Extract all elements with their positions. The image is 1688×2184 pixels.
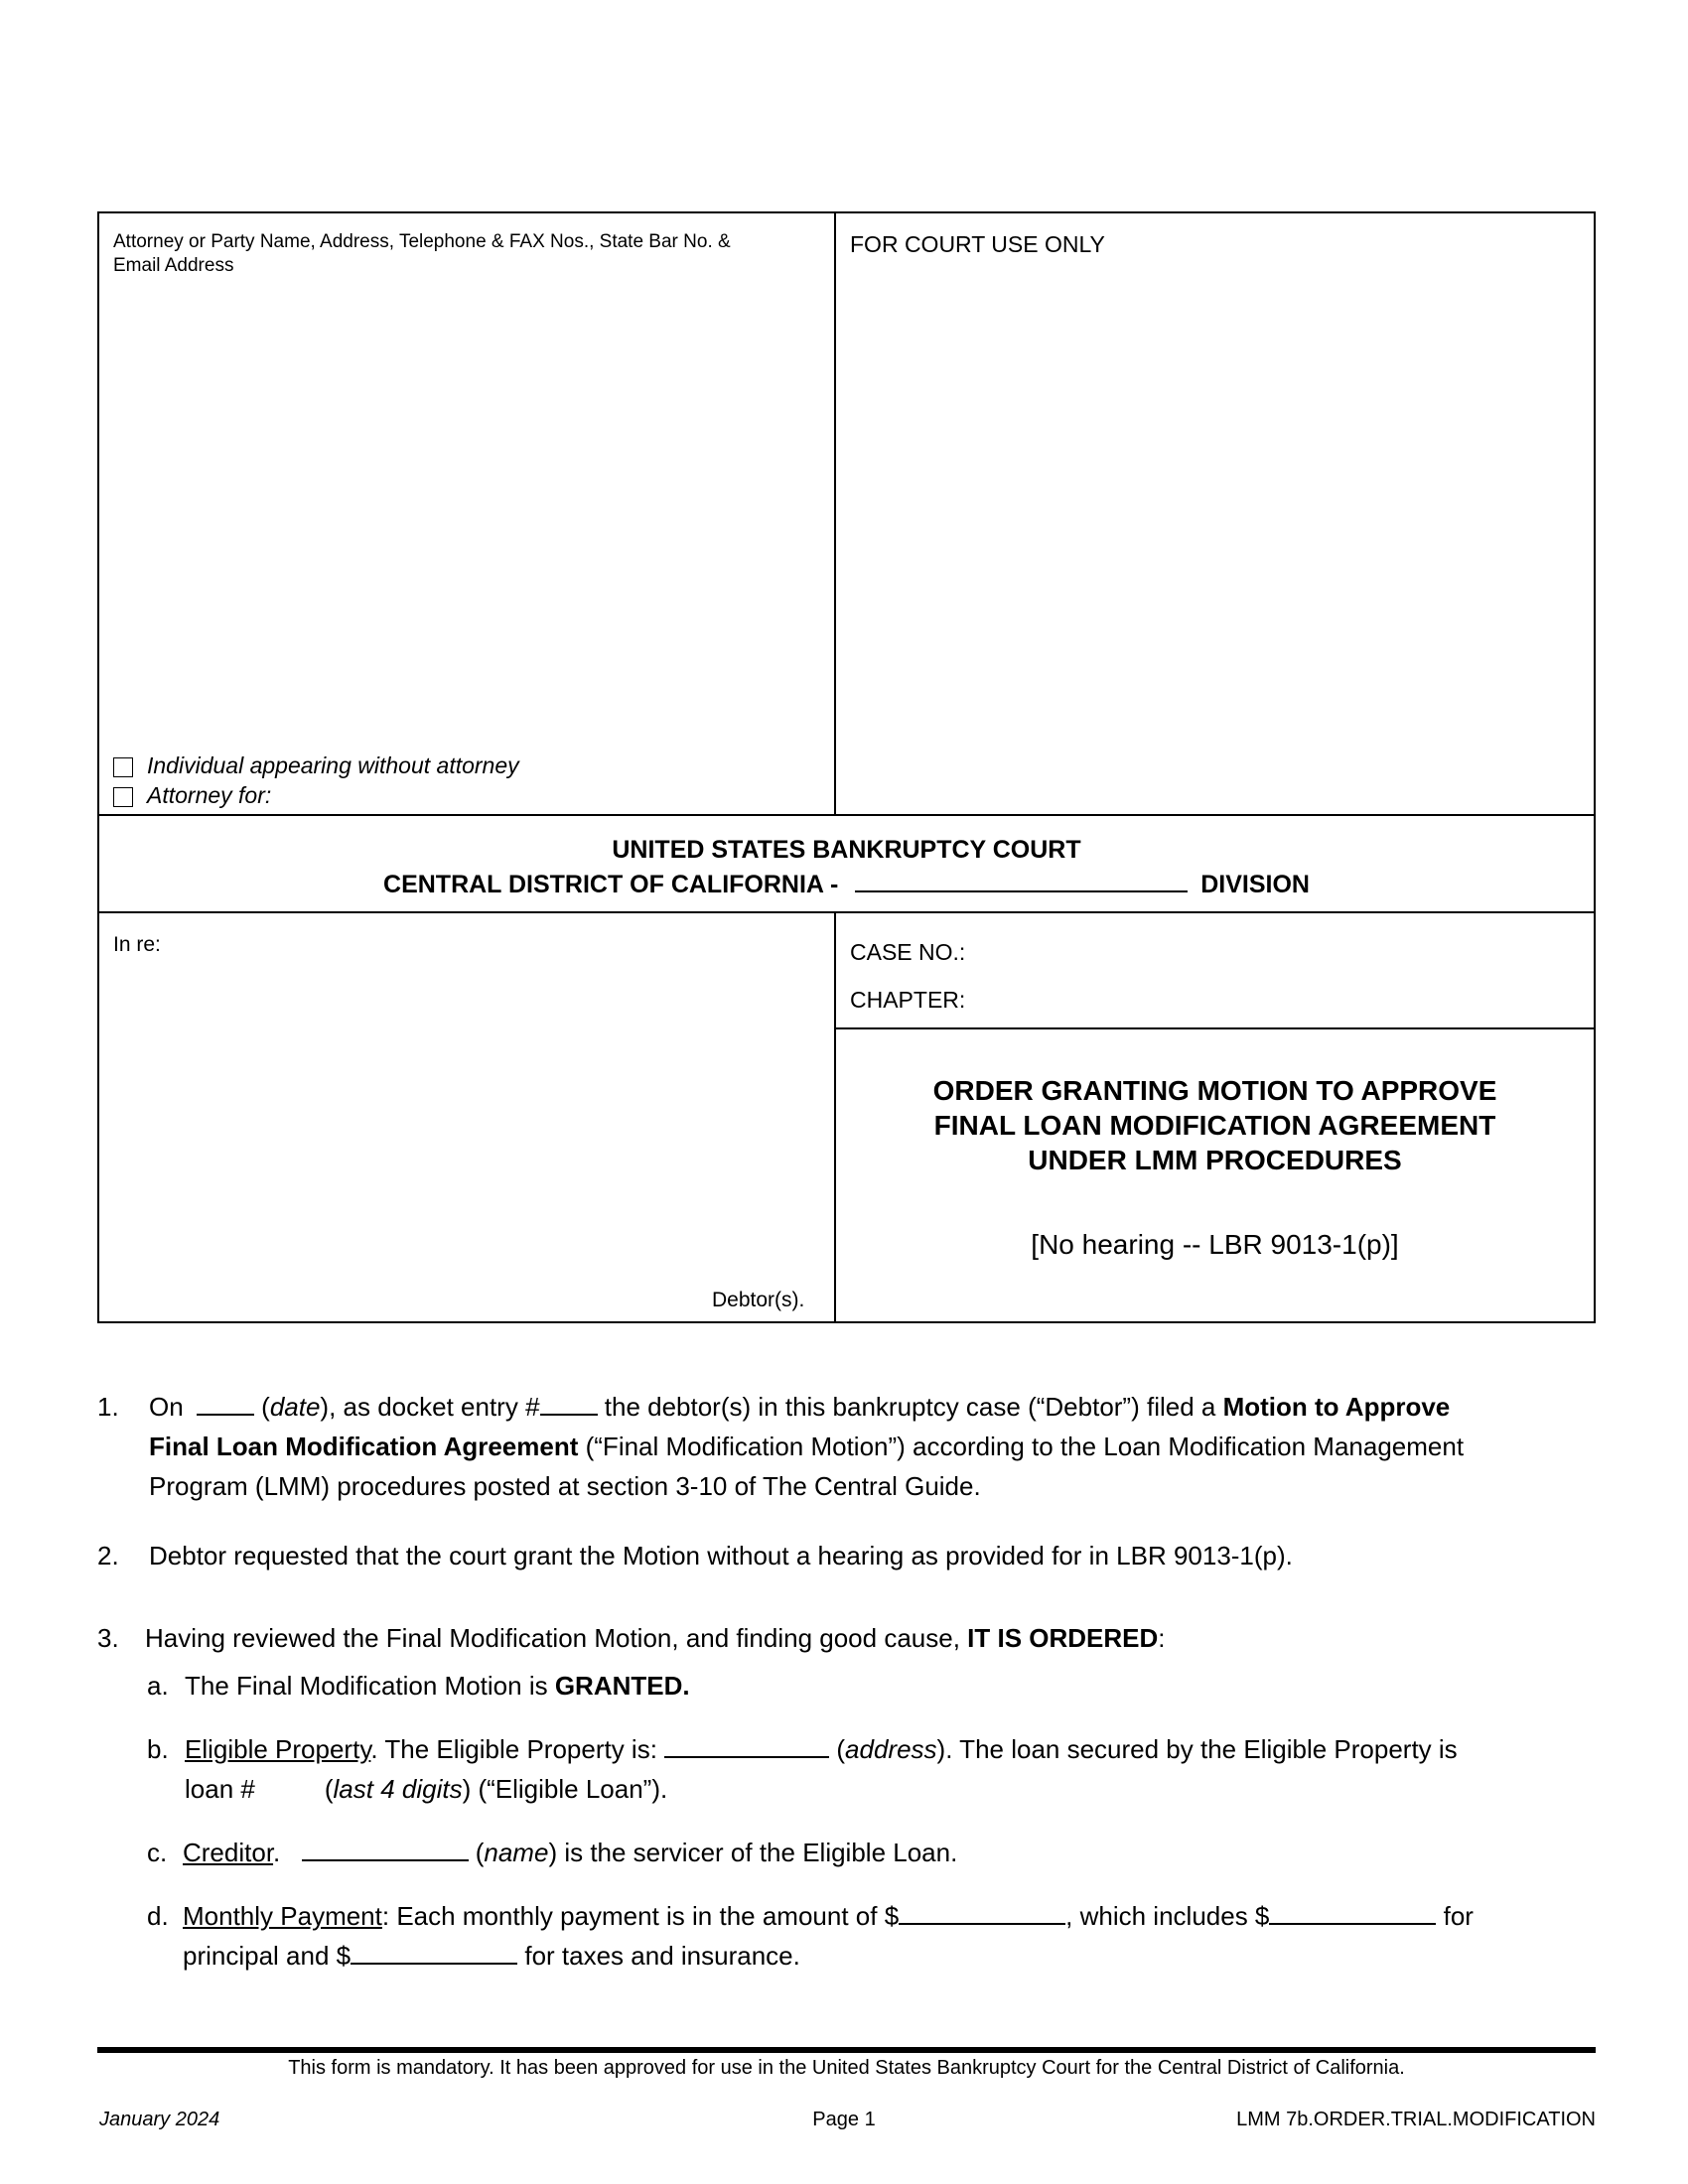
paragraph-3: 3. Having reviewed the Final Modification Motion, and finding good cause, IT IS ORDERED: bbox=[97, 1618, 1597, 1658]
footer-notice: This form is mandatory. It has been approved for use in the United States Bankruptcy Court for the Central District of California. bbox=[288, 2057, 1405, 2079]
eligible-property-label: Eligible Property bbox=[185, 1734, 371, 1764]
checkbox-row-attorney[interactable] bbox=[113, 781, 271, 809]
attorney-label: Attorney or Party Name, Address, Telephone & FAX Nos., State Bar No. & Email Address bbox=[113, 231, 731, 276]
paragraph-2-number: 2. bbox=[97, 1541, 119, 1570]
monthly-payment-label: Monthly Payment bbox=[183, 1901, 382, 1931]
division-blank[interactable] bbox=[855, 866, 1188, 892]
divider-vertical-top bbox=[834, 213, 836, 816]
attorney-checkbox[interactable] bbox=[113, 787, 133, 807]
case-no-label: CASE NO.: bbox=[850, 939, 966, 965]
item-3d: d. Monthly Payment: Each monthly payment is in the amount of $ , which includes $ for principal and $ for taxes and insurance. bbox=[147, 1896, 1597, 1976]
checkbox-row-individual[interactable] bbox=[113, 751, 519, 779]
district-label: CENTRAL DISTRICT OF CALIFORNIA - bbox=[383, 871, 839, 898]
divider-horizontal-2 bbox=[99, 911, 1594, 913]
principal-amount-blank[interactable] bbox=[1269, 1897, 1436, 1925]
divider-horizontal-1 bbox=[99, 814, 1594, 816]
attorney-for-label: Attorney for: bbox=[147, 782, 272, 808]
in-re-label: In re: bbox=[113, 933, 161, 956]
taxes-amount-blank[interactable] bbox=[351, 1937, 517, 1965]
date-blank[interactable] bbox=[197, 1388, 254, 1416]
item-3a: a. The Final Modification Motion is GRANTED. bbox=[147, 1671, 690, 1701]
footer-rule bbox=[97, 2047, 1596, 2053]
payment-amount-blank[interactable] bbox=[899, 1897, 1065, 1925]
footer-page: Page 1 bbox=[812, 2109, 876, 2130]
order-title: ORDER GRANTING MOTION TO APPROVE FINAL LOAN MODIFICATION AGREEMENT UNDER LMM PROCEDURES bbox=[932, 1075, 1497, 1175]
divider-horizontal-3 bbox=[834, 1027, 1594, 1029]
chapter-label: CHAPTER: bbox=[850, 987, 966, 1013]
court-use-label: FOR COURT USE ONLY bbox=[850, 231, 1105, 257]
court-name: UNITED STATES BANKRUPTCY COURT CENTRAL DISTRICT OF CALIFORNIA - DIVISION bbox=[383, 836, 1310, 898]
creditor-label: Creditor bbox=[183, 1838, 274, 1867]
no-hearing-note: [No hearing -- LBR 9013-1(p)] bbox=[1031, 1229, 1399, 1260]
footer-date: January 2024 bbox=[99, 2109, 220, 2130]
docket-entry-blank[interactable] bbox=[540, 1388, 598, 1416]
division-label: DIVISION bbox=[1200, 871, 1310, 898]
footer-form-id: LMM 7b.ORDER.TRIAL.MODIFICATION bbox=[1236, 2109, 1596, 2130]
individual-label: Individual appearing without attorney bbox=[147, 752, 519, 778]
paragraph-1: 1. On (date), as docket entry # the debtor(s) in this bankruptcy case (“Debtor”) filed a Motion to Approve Final Loan Modification Agreement (“Final Modification Motion”) according to the Loan Modification Management Program (LMM) procedures posted at section 3-10 of The Central Guide. bbox=[97, 1387, 1597, 1506]
debtors-label: Debtor(s). bbox=[712, 1289, 805, 1311]
individual-checkbox[interactable] bbox=[113, 757, 133, 777]
paragraph-2: 2. Debtor requested that the court grant the Motion without a hearing as provided for in LBR 9013-1(p). bbox=[97, 1536, 1597, 1575]
address-blank[interactable] bbox=[664, 1730, 829, 1758]
item-3b: b. Eligible Property. The Eligible Property is: (address). The loan secured by the Eligible Property is loan # (last 4 digits) (“Eligible Loan”). bbox=[147, 1729, 1597, 1809]
caption-box bbox=[97, 211, 1596, 1323]
item-3c: c. Creditor. (name) is the servicer of the Eligible Loan. bbox=[147, 1833, 1597, 1872]
paragraph-3-number: 3. bbox=[97, 1623, 119, 1653]
paragraph-1-number: 1. bbox=[97, 1392, 119, 1422]
creditor-name-blank[interactable] bbox=[302, 1834, 469, 1861]
